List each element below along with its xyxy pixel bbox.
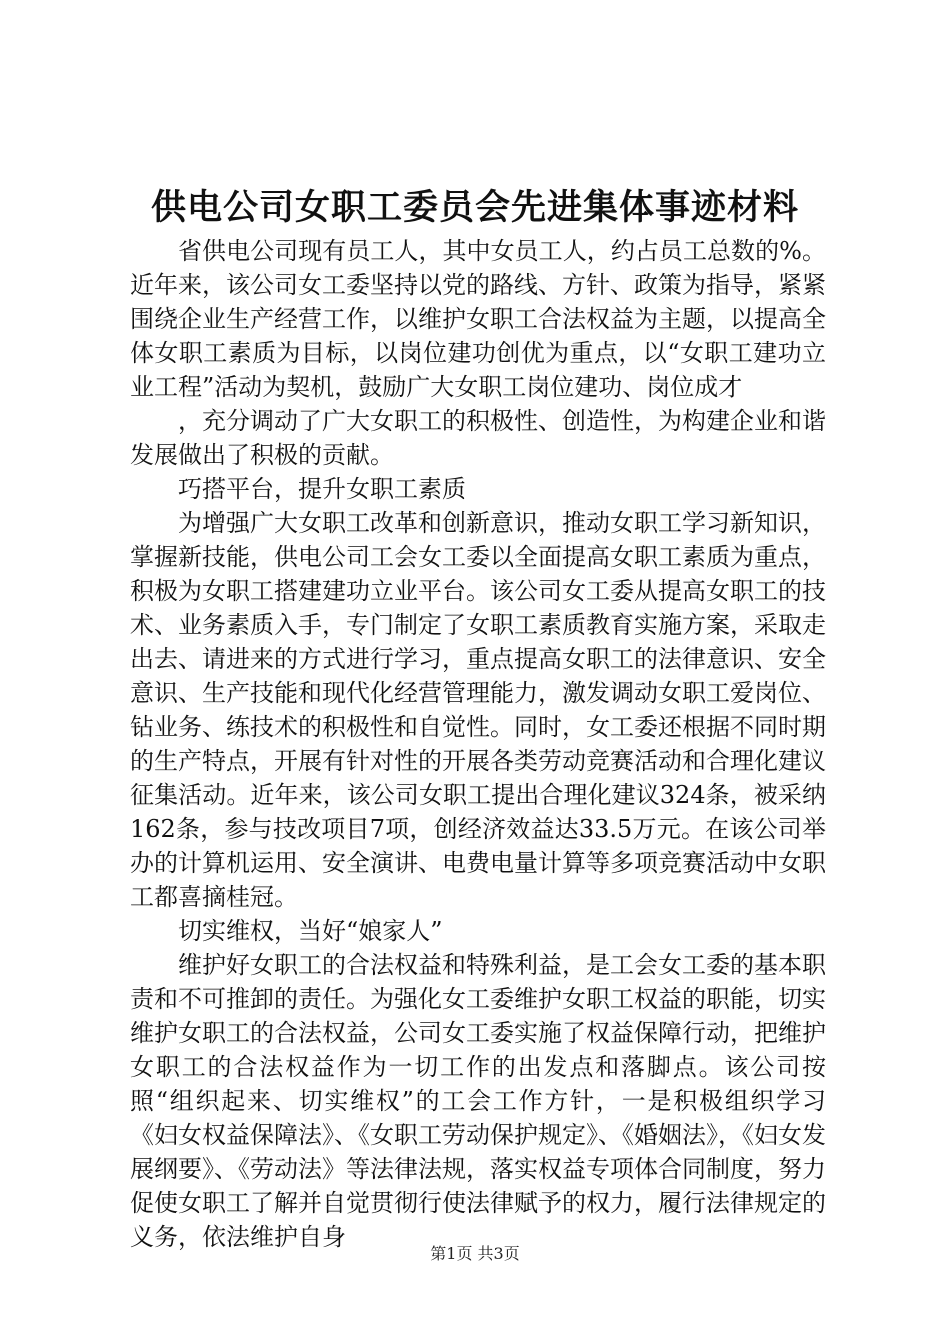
paragraph-intro-continued: ，充分调动了广大女职工的积极性、创造性，为构建企业和谐发展做出了积极的贡献。 [130,407,826,469]
paragraph-rights: 维护好女职工的合法权益和特殊利益，是工会女工委的基本职责和不可推卸的责任。为强化女工委维护女职工权益的职能，切实维护女职工的合法权益，公司女工委实施了权益保障行动，把维护女职工的合法权益作为一切工作的出发点和落脚点。该公司按照“组织起来、切实维权”的工会工作方针，一是积极组织学习《妇女权益保障法》、《女职工劳动保护规定》、《婚姻法》，《妇女发展纲要》、《劳动法》等法律法规，落实权益专项体合同制度，努力促使女职工了解并自觉贯彻行使法律赋予的权力，履行法律规定的义务，依法维护自身 [130,951,826,1251]
paragraph-platform: 为增强广大女职工改革和创新意识，推动女职工学习新知识，掌握新技能，供电公司工会女工委以全面提高女职工素质为重点，积极为女职工搭建建功立业平台。该公司女工委从提高女职工的技术、业务素质入手，专门制定了女职工素质教育实施方案，采取走出去、请进来的方式进行学习，重点提高女职工的法律意识、安全意识、生产技能和现代化经营管理能力，激发调动女职工爱岗位、钻业务、练技术的积极性和自觉性。同时，女工委还根据不同时期的生产特点，开展有针对性的开展各类劳动竞赛活动和合理化建议征集活动。近年来，该公司女职工提出合理化建议324条，被采纳162条，参与技改项目7项，创经济效益达33.5万元。在该公司举办的计算机运用、安全演讲、电费电量计算等多项竞赛活动中女职工都喜摘桂冠。 [130,509,826,911]
document-title: 供电公司女职工委员会先进集体事迹材料 [150,187,799,228]
document-body [130,234,826,1254]
section-heading-rights: 切实维权，当好“娘家人” [178,917,443,945]
section-heading-platform: 巧搭平台，提升女职工素质 [178,475,466,503]
paragraph-intro: 省供电公司现有员工人，其中女员工人，约占员工总数的%。近年来，该公司女工委坚持以党的路线、方针、政策为指导，紧紧围绕企业生产经营工作，以维护女职工合法权益为主题，以提高全体女职工素质为目标，以岗位建功创优为重点，以“女职工建功立业工程”活动为契机，鼓励广大女职工岗位建功、岗位成才 [130,237,826,401]
page-footer: 第1页 共3页 [430,1244,520,1263]
